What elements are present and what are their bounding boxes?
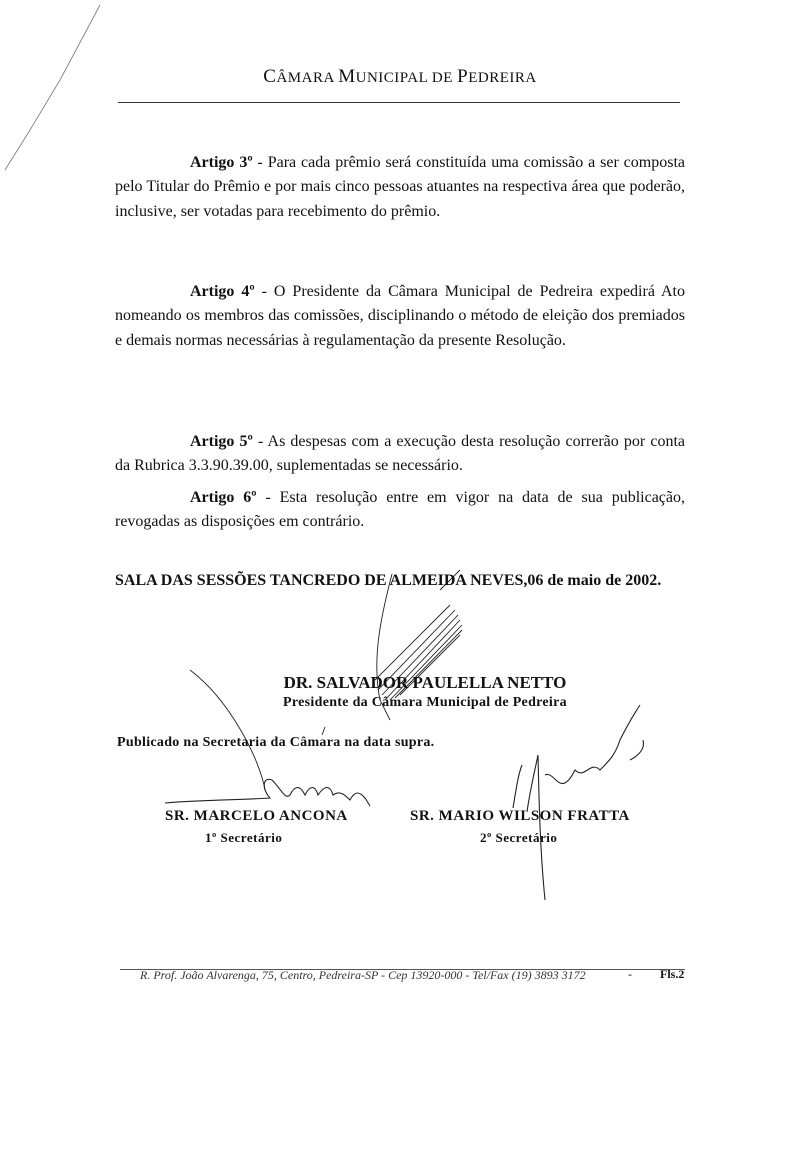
secretary-2-role: 2º Secretário	[480, 830, 558, 845]
article-label: Artigo 5º	[190, 433, 253, 450]
article-text: - Para cada prêmio será constituída uma comissão a ser composta pelo Titular do Prêmio e por mais cinco pessoas atuantes na respectiva área que poderão, inclusive, ser votadas para recebimento do prêmio.	[115, 154, 685, 220]
president-name: DR. SALVADOR PAULELLA NETTO	[283, 673, 567, 692]
footer-address: R. Prof. João Alvarenga, 75, Centro, Pedreira-SP - Cep 13920-000 - Tel/Fax (19) 3893 3172	[140, 968, 586, 982]
marcelo-ancona-signature	[165, 779, 370, 806]
article-3	[115, 151, 685, 224]
session-date: 06 de maio de 2002.	[527, 572, 662, 589]
secretary-2-name: SR. MARIO WILSON FRATTA	[410, 808, 630, 824]
publication-note: Publicado na Secretaria da Câmara na data supra.	[117, 735, 435, 750]
footer-separator: -	[628, 967, 632, 981]
article-6	[115, 486, 685, 535]
session-room: SALA DAS SESSÕES TANCREDO DE ALMEIDA NEVES,	[115, 572, 528, 589]
header-text: EDREIRA	[468, 70, 537, 86]
article-5	[115, 430, 685, 479]
header-text: ÂMARA	[276, 70, 339, 86]
article-4	[115, 280, 685, 353]
header-text: P	[457, 66, 469, 87]
article-label: Artigo 6º	[190, 489, 257, 506]
president-title: Presidente da Câmara Municipal de Pedreira	[283, 695, 567, 710]
header-text: C	[263, 66, 277, 87]
header-text: M	[338, 66, 356, 87]
article-text: - Esta resolução entre em vigor na data de sua publicação, revogadas as disposições em contrário.	[115, 489, 685, 531]
secretary-1-name: SR. MARCELO ANCONA	[165, 808, 348, 824]
article-label: Artigo 4º	[190, 283, 255, 300]
article-label: Artigo 3º	[190, 154, 253, 171]
article-text: - As despesas com a execução desta resolução correrão por conta da Rubrica 3.3.90.39.00, suplementadas se necessário.	[115, 433, 686, 475]
mario-fratta-signature	[513, 705, 643, 900]
page-number: Fls.2	[660, 967, 685, 981]
article-text: - O Presidente da Câmara Municipal de Pedreira expedirá Ato nomeando os membros das comissões, disciplinando o método de eleição dos premiados e demais normas necessárias à regulamentação da presente Resolução.	[115, 283, 685, 349]
secretary-1-role: 1º Secretário	[205, 830, 283, 845]
header-divider	[118, 102, 680, 103]
page-header	[0, 66, 800, 88]
header-text: UNICIPAL DE	[355, 70, 458, 86]
session-closing	[115, 569, 685, 593]
